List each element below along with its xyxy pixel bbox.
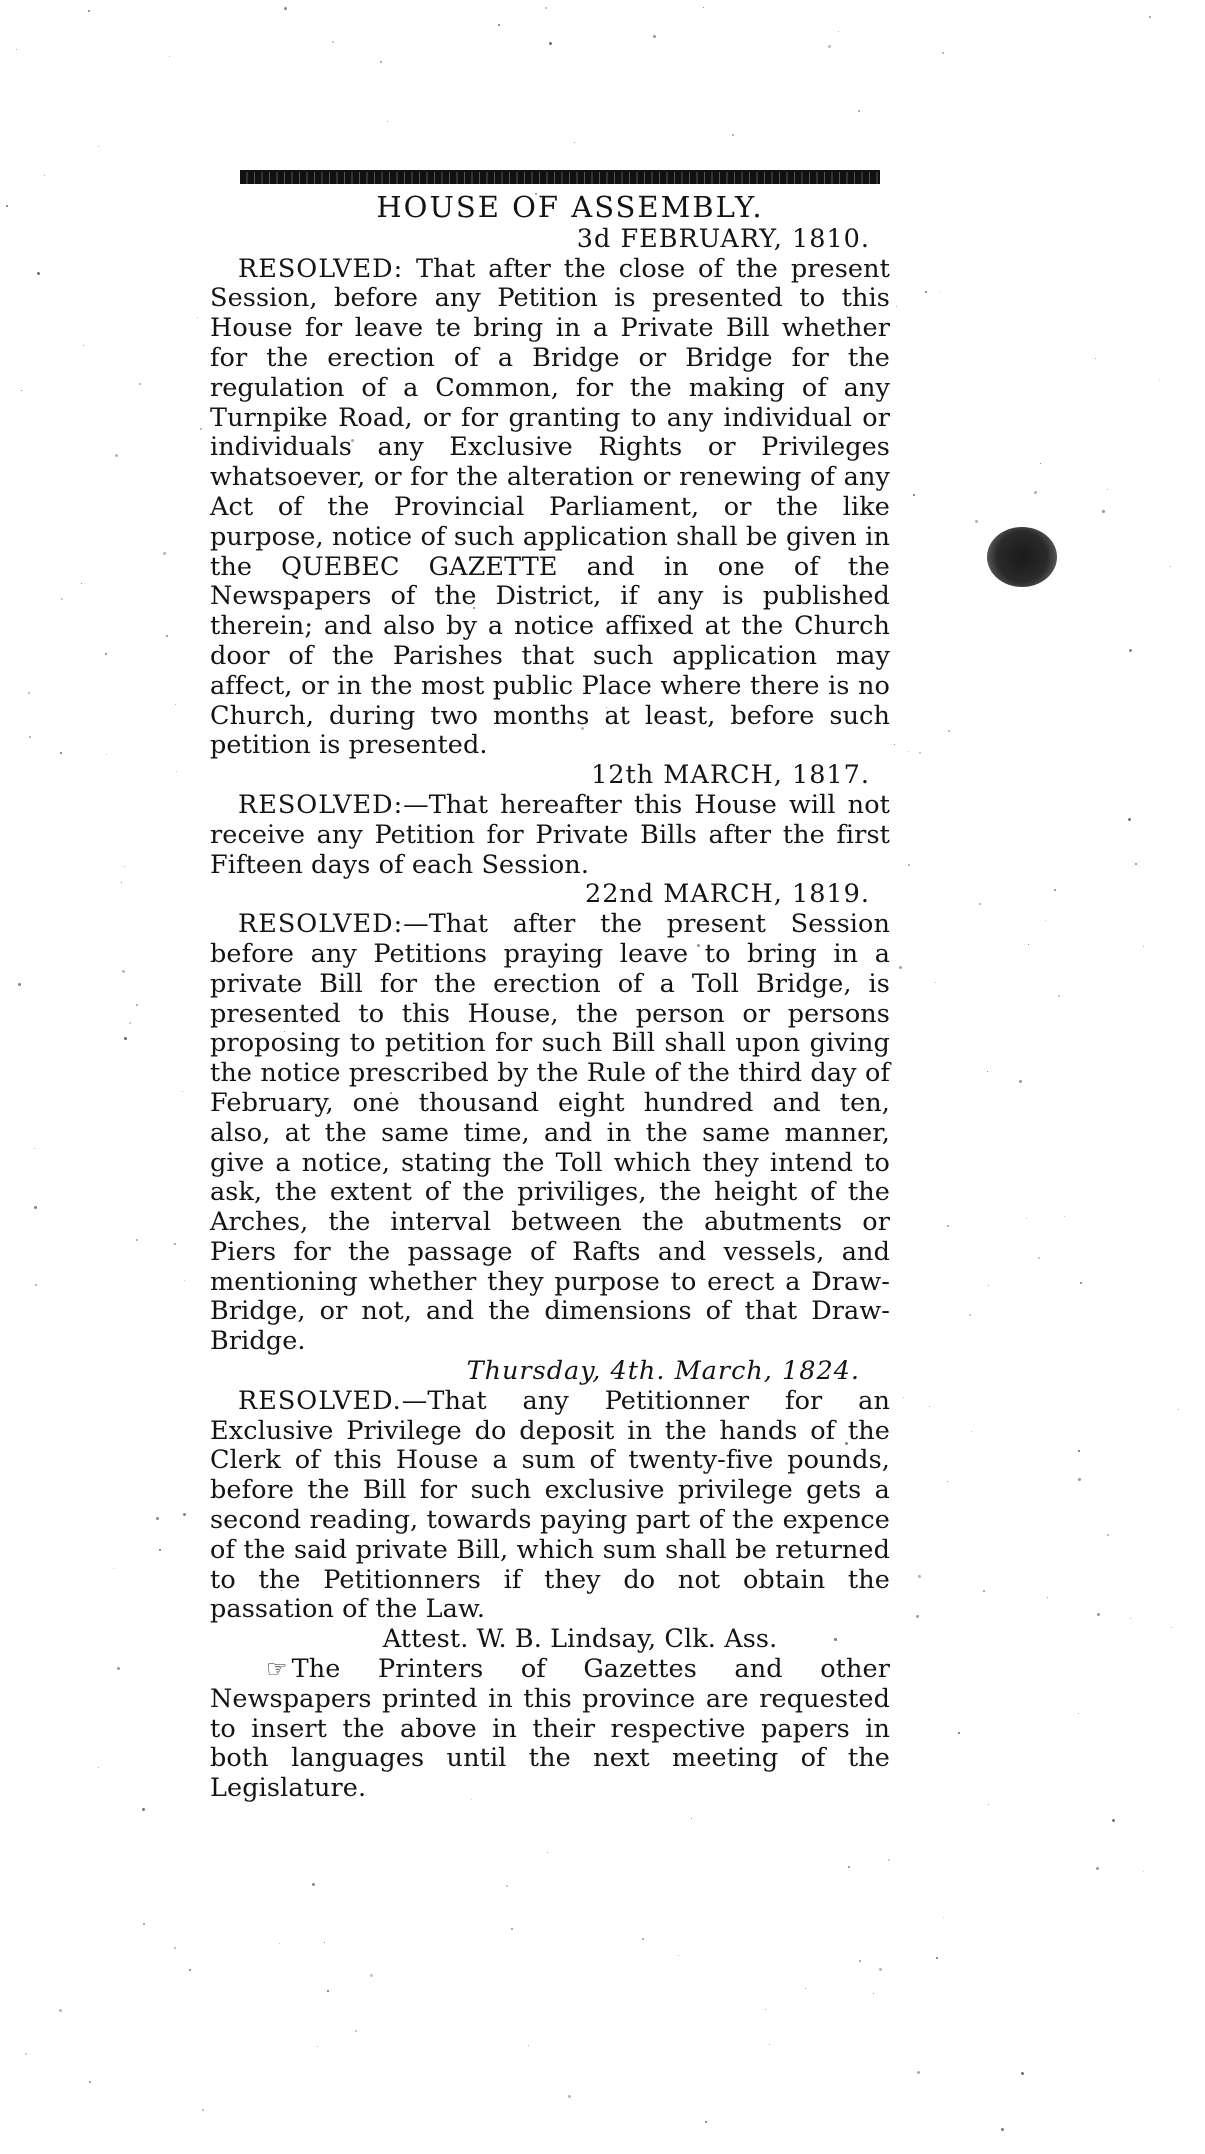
scan-speck (1058, 995, 1060, 997)
scan-speck (988, 1285, 989, 1286)
scan-speck (124, 866, 125, 867)
resolution-paragraph (210, 910, 890, 1357)
scan-speck (705, 2121, 707, 2123)
scan-speck (121, 882, 122, 883)
scan-speck (1026, 1218, 1027, 1219)
scan-speck (913, 494, 915, 496)
scan-speck (858, 110, 860, 112)
scan-speck (176, 771, 177, 772)
scan-speck (159, 1549, 161, 1551)
scan-speck (653, 35, 656, 38)
scan-speck (184, 1280, 185, 1281)
scan-speck (848, 1866, 850, 1868)
scan-speck (175, 704, 176, 705)
scan-speck (969, 1314, 971, 1316)
scan-speck (935, 982, 936, 983)
scan-speck (506, 1885, 508, 1887)
scan-speck (1171, 1627, 1172, 1628)
scan-speck (574, 142, 575, 143)
scan-speck (1143, 946, 1144, 947)
scan-speck (317, 2046, 318, 2047)
scan-speck (122, 970, 125, 973)
scan-speck (1078, 1478, 1081, 1481)
section-date: 3d FEBRUARY, 1810. (576, 223, 870, 254)
scan-speck (124, 1037, 127, 1040)
scan-speck (21, 390, 22, 391)
scan-speck (983, 1590, 985, 1592)
scan-speck (888, 1859, 890, 1861)
scan-speck (29, 736, 31, 738)
scan-speck (1107, 1534, 1109, 1536)
scan-speck (83, 345, 84, 346)
section-date: 12th MARCH, 1817. (591, 760, 870, 791)
scan-speck (324, 1942, 325, 1943)
scan-speck (919, 752, 921, 754)
resolution-text: —That hereafter this House will not receive any Petition for Private Bills after the first Fifteen days of each Session. (210, 789, 890, 880)
notice-text: The Printers of Gazettes and other Newspapers printed in this province are requested to insert the above in their respective papers in both languages until the next meeting of the Legislature. (210, 1654, 890, 1804)
scan-speck (169, 56, 170, 57)
scan-speck (691, 1818, 692, 1819)
scan-speck (896, 306, 897, 307)
scan-speck (89, 2081, 91, 2083)
scan-speck (113, 1568, 114, 1569)
scan-speck (1102, 510, 1105, 513)
scan-speck (979, 903, 981, 905)
scan-speck (908, 751, 909, 752)
scan-speck (136, 1239, 138, 1241)
scan-speck (916, 1615, 919, 1618)
scan-speck (98, 1767, 99, 1768)
resolution-lead: RESOLVED: (238, 789, 404, 820)
scan-speck (899, 966, 902, 969)
scan-speck (678, 1955, 679, 1956)
scan-speck (1054, 889, 1056, 891)
scan-speck (1040, 463, 1041, 464)
scan-speck (838, 31, 839, 32)
scan-speck (106, 754, 107, 755)
scan-speck (81, 583, 82, 584)
scan-speck (197, 317, 198, 318)
scan-speck (1128, 818, 1131, 821)
resolution-lead: RESOLVED: (238, 253, 404, 284)
scan-speck (1149, 16, 1151, 18)
scan-speck (1096, 1867, 1099, 1870)
scan-speck (279, 1943, 280, 1944)
scan-speck (925, 291, 927, 293)
scan-speck (183, 1513, 186, 1516)
scan-speck (105, 653, 107, 655)
section-date: Thursday, 4th. March, 1824. (466, 1356, 860, 1387)
scan-speck (903, 1397, 904, 1398)
scan-speck (284, 7, 287, 10)
scan-speck (60, 752, 62, 754)
scan-speck (156, 1517, 159, 1520)
scan-speck (44, 175, 45, 176)
resolution-paragraph (210, 255, 890, 762)
scan-speck (894, 744, 895, 745)
scan-speck (936, 1957, 938, 1959)
scan-speck (1143, 1871, 1144, 1872)
scan-speck (511, 1928, 513, 1930)
scan-speck (1130, 1618, 1131, 1619)
scan-speck (971, 1431, 972, 1432)
resolution-lead: RESOLVED. (238, 1385, 402, 1416)
scan-speck (528, 2045, 529, 2046)
pointing-hand-icon: ☞ (266, 1655, 288, 1684)
resolution-text: That after the close of the present Session, before any Petition is presented to this House for leave te bring in a Private Bill whether for the erection of a Bridge or Bridge for the regulation of a Common, for the making of any Turnpike Road, or for granting to any individual or individuals any Exclusive Rights or Privileges whatsoever, or for the alteration or renewing of any Act of the Provincial Parliament, or the like purpose, notice of such application shall be given in the QUEBEC GAZETTE and in one of the Newspapers of the District, if any is published therein; and also by a notice affixed at the Church door of the Parishes that such application may affect, or in the most public Place where there is no Church, during two months at least, before such petition is presented. (210, 253, 890, 761)
scan-speck (136, 1004, 138, 1006)
scan-speck (765, 2009, 766, 2010)
scan-speck (37, 272, 40, 275)
heading: HOUSE OF ASSEMBLY. (376, 190, 764, 224)
scan-speck (940, 292, 941, 293)
scan-speck (200, 428, 202, 430)
scan-speck (61, 598, 63, 600)
scan-speck (879, 1968, 882, 1971)
scan-speck (769, 2044, 770, 2045)
scan-speck (25, 2053, 27, 2055)
scan-speck (142, 1808, 145, 1811)
scan-speck (174, 1243, 176, 1245)
scan-speck (34, 1148, 35, 1149)
top-rule (240, 170, 880, 184)
scan-speck (370, 1974, 373, 1977)
article-column (210, 190, 890, 1804)
scan-speck (1019, 1080, 1022, 1083)
scan-speck (908, 864, 910, 866)
scan-speck (975, 520, 978, 523)
scan-speck (1064, 1216, 1065, 1217)
scan-speck (642, 1938, 644, 1940)
scan-speck (1178, 1409, 1179, 1410)
scan-speck (98, 146, 99, 147)
scan-speck (873, 1993, 874, 1994)
resolution-text: —That after the present Session before any Petitions praying leave to bring in a private Bill for the erection of a Toll Bridge, is presented to this House, the person or persons proposing to petition for such Bill shall upon giving the notice prescribed by the Rule of the third day of February, one thousand eight hundred and ten, also, at the same time, and in the same manner, give a notice, stating the Toll which they intend to ask, the extent of the priviliges, the height of the Arches, the interval between the abutments or Piers for the passage of Rafts and vessels, and mentioning whether they purpose to erect a Draw-Bridge, or not, and the dimensions of that Draw-Bridge. (210, 909, 890, 1357)
scan-speck (1047, 1597, 1048, 1598)
scan-speck (88, 10, 90, 12)
scan-speck (929, 1406, 930, 1407)
scan-speck (1034, 491, 1037, 494)
scan-speck (139, 383, 141, 385)
scan-speck (355, 2030, 357, 2032)
resolution-lead: RESOLVED: (238, 909, 404, 940)
scan-speck (703, 7, 704, 8)
scan-speck (143, 1923, 145, 1925)
scan-speck (1097, 1613, 1100, 1616)
scan-speck (1135, 863, 1137, 865)
scan-speck (189, 1969, 191, 1971)
scan-speck (182, 1091, 183, 1092)
scan-speck (163, 552, 166, 555)
scan-speck (1038, 1257, 1040, 1259)
scan-speck (1129, 649, 1132, 652)
scan-speck (732, 134, 734, 136)
scan-speck (498, 24, 500, 26)
scan-speck (805, 1988, 806, 1989)
scan-speck (1107, 489, 1108, 490)
resolution-paragraph (210, 791, 890, 880)
scan-speck (16, 49, 17, 50)
scan-speck (174, 1947, 176, 1949)
scan-speck (6, 205, 8, 207)
scan-speck (387, 121, 388, 122)
scan-speck (948, 730, 950, 732)
scan-speck (988, 1804, 989, 1805)
scan-speck (380, 61, 382, 63)
scan-speck (202, 2109, 204, 2111)
scan-speck (859, 1960, 861, 1962)
scan-speck (117, 1667, 120, 1670)
section-date: 22nd MARCH, 1819. (585, 879, 870, 910)
resolution-paragraph (210, 1387, 890, 1625)
scan-speck (943, 1917, 944, 1918)
scan-speck (332, 41, 334, 43)
scan-speck (1078, 1713, 1079, 1714)
scan-speck (1045, 920, 1046, 921)
scan-speck (568, 2095, 571, 2098)
attestation: Attest. W. B. Lindsay, Clk. Ass. (382, 1624, 778, 1655)
scan-speck (18, 983, 21, 986)
scan-speck (166, 635, 168, 637)
scan-speck (828, 45, 831, 48)
scan-speck (1028, 944, 1029, 945)
scan-speck (918, 1575, 921, 1578)
scan-speck (1095, 358, 1096, 359)
printers-notice (210, 1655, 890, 1804)
scan-speck (1021, 2072, 1024, 2075)
scan-speck (115, 454, 118, 457)
scan-speck (947, 1481, 948, 1482)
ink-blot (987, 527, 1057, 587)
scan-speck (942, 52, 944, 54)
scan-speck (1170, 566, 1171, 567)
scan-speck (987, 1071, 988, 1072)
scan-speck (545, 7, 547, 9)
scan-speck (35, 1284, 37, 1286)
scan-speck (958, 1732, 960, 1734)
scan-speck (312, 1883, 315, 1886)
scan-speck (1078, 1450, 1080, 1452)
resolution-text: —That any Petitionner for an Exclusive Privilege do deposit in the hands of the Clerk of this House a sum of twenty-five pounds, before the Bill for such exclusive privilege gets a second reading, towards paying part of the expence of the said private Bill, which sum shall be returned to the Petitionners if they do not obtain the passation of the Law. (210, 1385, 890, 1625)
scan-speck (1080, 1282, 1082, 1284)
scan-speck (1112, 1819, 1115, 1822)
scan-speck (34, 1206, 37, 1209)
scan-speck (547, 1852, 548, 1853)
scan-speck (28, 692, 30, 694)
scan-speck (549, 42, 552, 45)
scan-speck (1001, 2128, 1004, 2131)
scan-speck (917, 2071, 920, 2074)
scan-speck (947, 1225, 949, 1227)
scan-speck (129, 1022, 131, 1024)
scan-speck (327, 1990, 329, 1992)
scan-speck (59, 2009, 62, 2012)
scan-speck (1159, 380, 1160, 381)
